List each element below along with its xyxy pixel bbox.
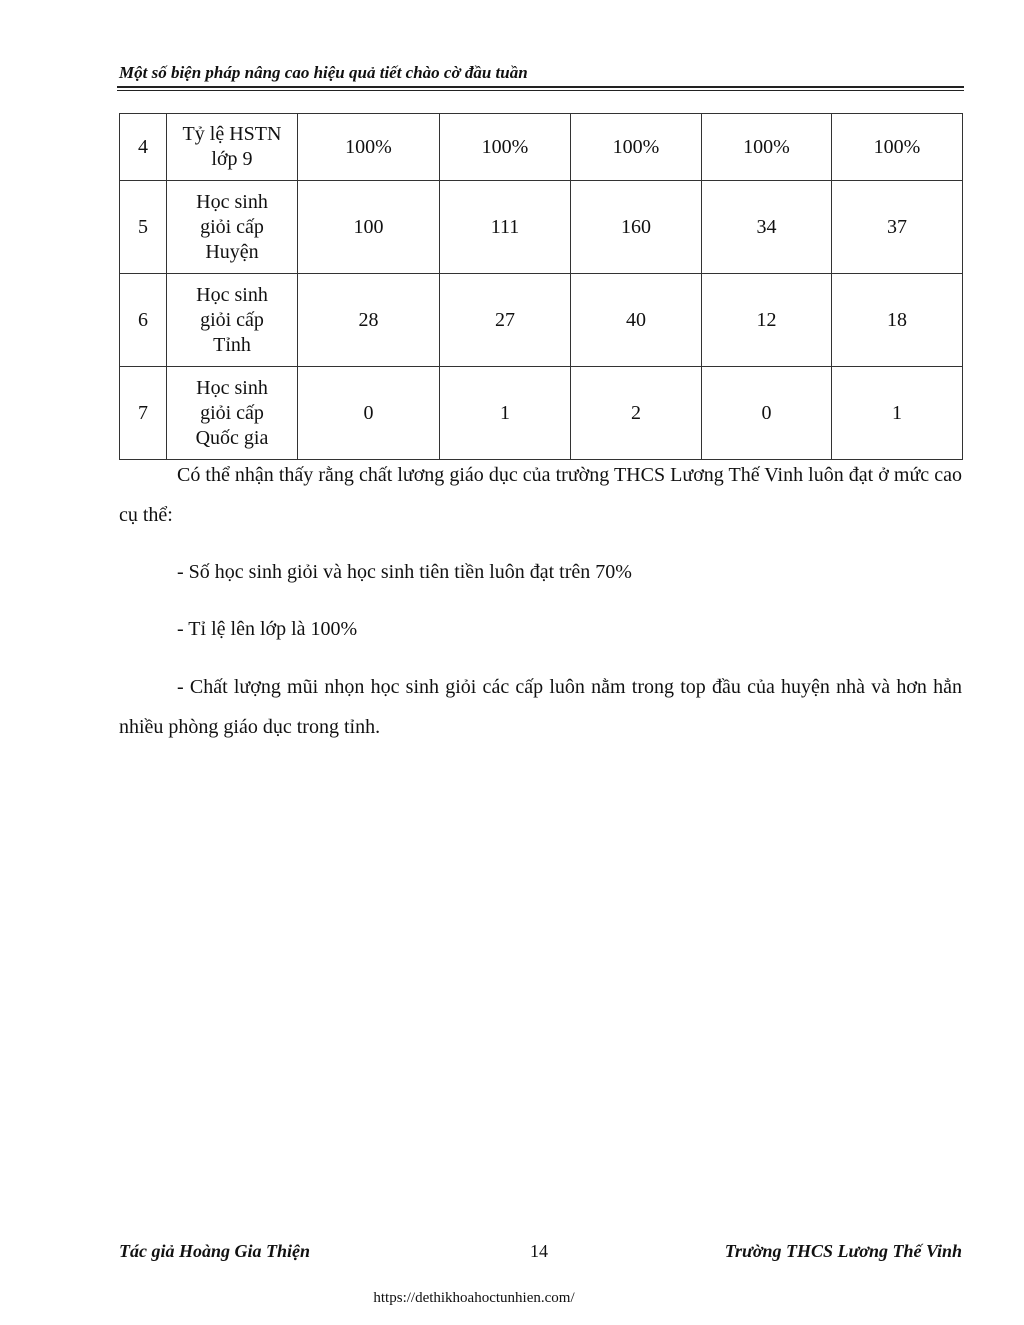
table-cell: 100% — [702, 114, 832, 181]
row-number: 7 — [120, 367, 167, 460]
table-cell: 27 — [440, 274, 571, 367]
table-cell: 12 — [702, 274, 832, 367]
table-row — [120, 367, 963, 460]
table-cell: 100% — [832, 114, 963, 181]
row-label: Tỷ lệ HSTN lớp 9 — [167, 114, 298, 181]
bullet-item: - Tỉ lệ lên lớp là 100% — [177, 618, 358, 640]
table-cell: 1 — [832, 367, 963, 460]
table-cell: 18 — [832, 274, 963, 367]
row-label: Học sinh giỏi cấp Tỉnh — [167, 274, 298, 367]
row-number: 6 — [120, 274, 167, 367]
row-number: 4 — [120, 114, 167, 181]
table-row — [120, 274, 963, 367]
header-rule-thin — [117, 90, 964, 91]
row-number: 5 — [120, 181, 167, 274]
header-rule-thick — [117, 86, 964, 88]
table-cell: 0 — [298, 367, 440, 460]
table-cell: 111 — [440, 181, 571, 274]
table-row — [120, 114, 963, 181]
body-paragraph: Có thể nhận thấy rằng chất lương giáo dục của trường THCS Lương Thế Vinh luôn đạt ở mức cao cụ thể: — [119, 464, 962, 526]
footer-url-link[interactable]: https://dethikhoahoctunhien.com/ — [373, 1290, 575, 1306]
table-cell: 0 — [702, 367, 832, 460]
table-cell: 40 — [571, 274, 702, 367]
row-label: Học sinh giỏi cấp Quốc gia — [167, 367, 298, 460]
table-cell: 37 — [832, 181, 963, 274]
table-cell: 100% — [571, 114, 702, 181]
table-cell: 28 — [298, 274, 440, 367]
body-paragraph: - Chất lượng mũi nhọn học sinh giỏi các cấp luôn nằm trong top đầu của huyện nhà và hơn hẳn nhiều phòng giáo dục trong tỉnh. — [119, 676, 962, 738]
bullet-item: - Số học sinh giỏi và học sinh tiên tiền luôn đạt trên 70% — [177, 561, 632, 583]
table-cell: 1 — [440, 367, 571, 460]
results-table — [119, 113, 963, 460]
table-cell: 100 — [298, 181, 440, 274]
table-cell: 100% — [440, 114, 571, 181]
table-cell: 160 — [571, 181, 702, 274]
table-cell: 34 — [702, 181, 832, 274]
footer-author: Tác giả Hoàng Gia Thiện — [119, 1241, 311, 1261]
table-cell: 2 — [571, 367, 702, 460]
footer-school: Trường THCS Lương Thế Vinh — [724, 1241, 962, 1261]
page-number: 14 — [530, 1241, 548, 1261]
table-cell: 100% — [298, 114, 440, 181]
page-header-title: Một số biện pháp nâng cao hiệu quả tiết chào cờ đầu tuần — [119, 63, 528, 82]
row-label: Học sinh giỏi cấp Huyện — [167, 181, 298, 274]
table-row — [120, 181, 963, 274]
